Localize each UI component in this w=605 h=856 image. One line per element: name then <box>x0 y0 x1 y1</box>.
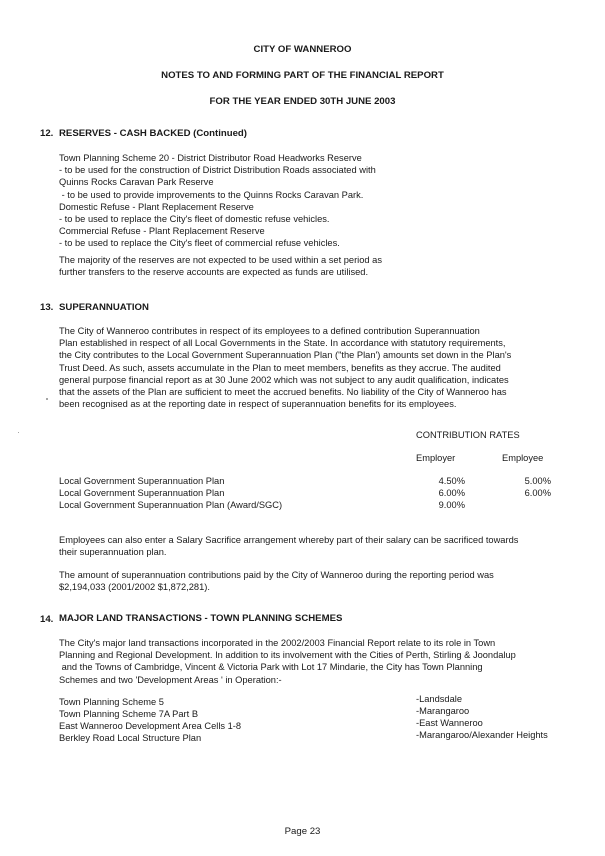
paragraph-line: Schemes and two 'Development Areas ' in Operation:- <box>59 674 282 685</box>
scheme-name: Town Planning Scheme 7A Part B <box>59 709 199 719</box>
contributions-amount-note <box>59 569 494 593</box>
section-14-paragraph <box>59 637 516 686</box>
section-14-title: MAJOR LAND TRANSACTIONS - TOWN PLANNING SCHEMES <box>59 613 343 624</box>
report-period: FOR THE YEAR ENDED 30TH JUNE 2003 <box>209 96 396 107</box>
employer-column-header: Employer <box>416 453 456 463</box>
paragraph-line: Plan established in respect of all Local Governments in the State. In accordance with statutory requirements, <box>59 338 506 349</box>
contribution-rates-caption: CONTRIBUTION RATES <box>416 430 520 440</box>
paragraph-line: The City's major land transactions incorporated in the 2002/2003 Financial Report relate to its role in Town <box>59 638 496 648</box>
table-row-employee: 6.00% <box>524 488 551 498</box>
section-13-paragraph <box>59 325 511 410</box>
reserve-line: - to be used to replace the City's fleet of domestic refuse vehicles. <box>59 214 330 225</box>
scheme-name: Town Planning Scheme 5 <box>59 697 164 707</box>
table-row-plan: Local Government Superannuation Plan <box>59 476 225 486</box>
reserve-line: - to be used for the construction of District Distribution Roads associated with <box>59 165 376 176</box>
scan-speck <box>46 398 48 400</box>
section-13-number: 13. <box>40 302 54 313</box>
section-12-title: RESERVES - CASH BACKED (Continued) <box>59 128 247 139</box>
note-line: The majority of the reserves are not expected to be used within a set period as <box>59 255 382 265</box>
reserve-line: Quinns Rocks Caravan Park Reserve <box>59 177 214 188</box>
note-line: further transfers to the reserve accounts are expected as funds are utilised. <box>59 267 369 278</box>
scan-speck <box>18 432 19 433</box>
section-12-note <box>59 254 382 278</box>
section-12-number: 12. <box>40 128 54 139</box>
paragraph-line: and the Towns of Cambridge, Vincent & Victoria Park with Lot 17 Mindarie, the City has Town Planning <box>59 662 483 673</box>
table-row-employer: 4.50% <box>438 476 465 486</box>
paragraph-line: been recognised as at the reporting date in respect of superannuation benefits for its employees. <box>59 399 457 410</box>
page-number: Page 23 <box>284 826 321 837</box>
salary-line: their superannuation plan. <box>59 547 167 558</box>
scheme-area: -East Wanneroo <box>416 718 483 728</box>
employee-column-header: Employee <box>502 453 544 463</box>
report-title: NOTES TO AND FORMING PART OF THE FINANCIAL REPORT <box>161 70 444 81</box>
table-row-plan: Local Government Superannuation Plan (Award/SGC) <box>59 500 283 510</box>
paragraph-line: that the assets of the Plan are sufficient to meet the accrued benefits. No liability of the City of Wanneroo has <box>59 387 507 398</box>
scheme-name: East Wanneroo Development Area Cells 1-8 <box>59 721 242 731</box>
reserve-line: Commercial Refuse - Plant Replacement Reserve <box>59 226 265 237</box>
section-13-title: SUPERANNUATION <box>59 302 149 313</box>
report-org-title: CITY OF WANNEROO <box>253 44 352 55</box>
table-row-plan: Local Government Superannuation Plan <box>59 488 225 498</box>
scheme-area: -Marangaroo <box>416 706 470 716</box>
salary-sacrifice-note <box>59 534 518 558</box>
table-row-employer: 6.00% <box>438 488 465 498</box>
paragraph-line: the City contributes to the Local Government Superannuation Plan ("the Plan') amounts set down in the Plan's <box>59 350 512 361</box>
table-row-employee: 5.00% <box>524 476 551 486</box>
paragraph-line: general purpose financial report as at 30 June 2002 which was not subject to any audit qualification, indicates <box>59 374 509 385</box>
scheme-name: Berkley Road Local Structure Plan <box>59 733 202 743</box>
reserve-line: - to be used to replace the City's fleet of commercial refuse vehicles. <box>59 238 340 249</box>
section-12-reserve-list <box>59 152 376 250</box>
table-row-employer: 9.00% <box>438 500 465 510</box>
reserve-line: Domestic Refuse - Plant Replacement Reserve <box>59 201 254 212</box>
paragraph-line: The City of Wanneroo contributes in respect of its employees to a defined contribution Superannuation <box>59 326 480 336</box>
paragraph-line: Planning and Regional Development. In addition to its involvement with the Cities of Perth, Stirling & Joondalup <box>59 650 516 661</box>
salary-line: Employees can also enter a Salary Sacrifice arrangement whereby part of their salary can be sacrificed towards <box>59 535 519 545</box>
reserve-line: - to be used to provide improvements to the Quinns Rocks Caravan Park. <box>59 189 364 200</box>
paragraph-line: Trust Deed. As such, assets accumulate in the Plan to meet members, benefits as they accrue. The audited <box>59 362 501 373</box>
reserve-line: Town Planning Scheme 20 - District Distributor Road Headworks Reserve <box>59 153 362 163</box>
amount-line: The amount of superannuation contributions paid by the City of Wanneroo during the reporting period was <box>59 570 494 580</box>
scheme-area: -Landsdale <box>416 694 463 704</box>
scheme-area: -Marangaroo/Alexander Heights <box>416 730 548 740</box>
section-14-number: 14. <box>40 614 54 625</box>
amount-line: $2,194,033 (2001/2002 $1,872,281). <box>59 582 210 593</box>
